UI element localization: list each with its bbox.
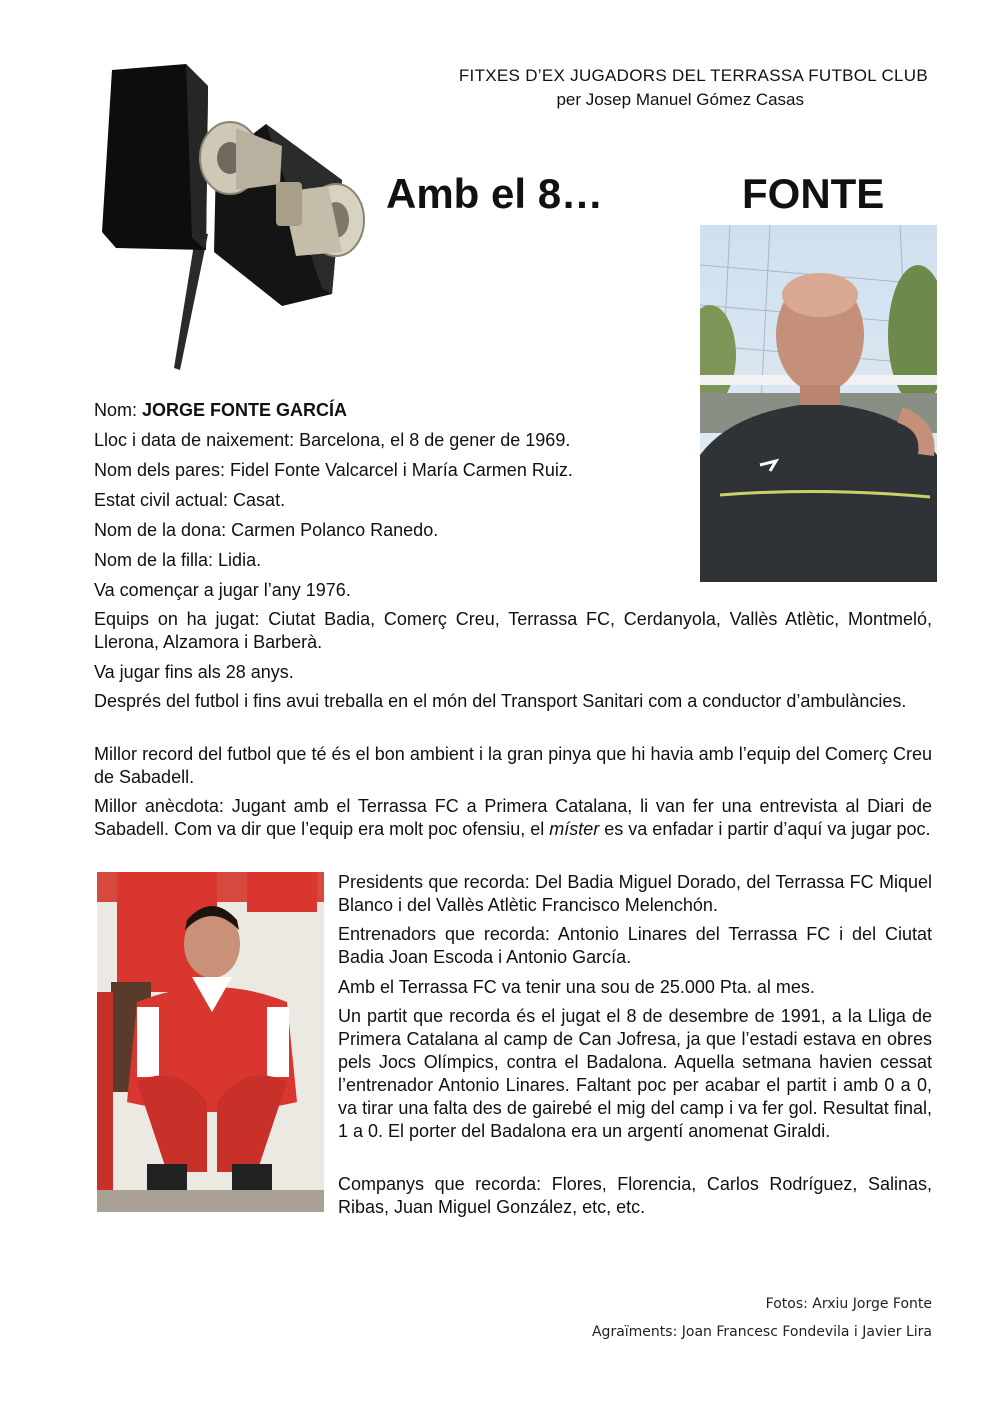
anecdote-italic: míster bbox=[549, 819, 600, 839]
acknowledgements: Agraïments: Joan Francesc Fondevila i Javier Lira bbox=[591, 1324, 932, 1340]
bio-teams: Equips on ha jugat: Ciutat Badia, Comerç Creu, Terrassa FC, Cerdanyola, Vallès Atlètic, Montmeló, Llerona, Alzamora i Barberà. bbox=[94, 609, 932, 652]
headline-name: FONTE bbox=[742, 170, 885, 217]
bio-best-memory: Millor record del futbol que té és el bon ambient i la gran pinya que hi havia amb l’equip del Comerç Creu de Sabadell. bbox=[94, 744, 932, 787]
bio-name bbox=[94, 399, 932, 422]
bio-salary: Amb el Terrassa FC va tenir una sou de 25.000 Pta. al mes. bbox=[338, 977, 815, 997]
bio-coaches: Entrenadors que recorda: Antonio Linares del Terrassa FC i del Ciutat Badia Joan Escoda i Antonio García. bbox=[338, 924, 932, 967]
photo-credit: Fotos: Arxiu Jorge Fonte bbox=[765, 1296, 932, 1312]
bio-start-year: Va començar a jugar l’any 1976. bbox=[94, 580, 351, 600]
anecdote-part-2: es va enfadar i partir d’aquí va jugar poc. bbox=[599, 819, 931, 839]
bio-name-label: Nom: bbox=[94, 400, 143, 420]
bio-daughter: Nom de la filla: Lidia. bbox=[94, 550, 262, 570]
author-line: per Josep Manuel Gómez Casas bbox=[556, 90, 804, 109]
anecdote-part-1: Millor anècdota: Jugant amb el Terrassa FC a Primera Catalana, li van fer una entrevista al Diari de Sabadell. Com va dir que l’equip era molt poc ofensiu, el bbox=[94, 796, 932, 839]
bio-played-until: Va jugar fins als 28 anys. bbox=[94, 662, 294, 682]
bio-teammates: Companys que recorda: Flores, Florencia, Carlos Rodríguez, Salinas, Ribas, Juan Miguel González, etc, etc. bbox=[338, 1174, 932, 1217]
series-title: FITXES D’EX JUGADORS DEL TERRASSA FUTBOL CLUB bbox=[458, 66, 928, 85]
bio-memorable-match: Un partit que recorda és el jugat el 8 de desembre de 1991, a la Lliga de Primera Catalana al camp de Can Jofresa, ja que l’estadi estava en obres pels Jocs Olímpics, contra el Badalona. Aquella setmana havien cessat l’entrenador Antonio Linares. Faltant poc per acabar el partit i amb 0 a 0, va tirar una falta des de gairebé el mig del camp i va fer gol. Resultat final, 1 a 0. El porter del Badalona era un argentí anomenat Giraldi. bbox=[338, 1006, 932, 1141]
bio-wife: Nom de la dona: Carmen Polanco Ranedo. bbox=[94, 520, 439, 540]
bio-anecdote bbox=[94, 795, 932, 841]
bio-after-football: Després del futbol i fins avui treballa en el món del Transport Sanitari com a conductor d’ambulàncies. bbox=[94, 691, 907, 711]
bio-civil-status: Estat civil actual: Casat. bbox=[94, 490, 286, 510]
bio-parents: Nom dels pares: Fidel Fonte Valcarcel i María Carmen Ruiz. bbox=[94, 460, 573, 480]
team-photo bbox=[97, 872, 324, 1212]
bio-name-value: JORGE FONTE GARCÍA bbox=[142, 400, 348, 420]
bio-presidents: Presidents que recorda: Del Badia Miguel Dorado, del Terrassa FC Miquel Blanco i del Vallès Atlètic Francisco Melenchón. bbox=[338, 872, 932, 915]
bio-birth: Lloc i data de naixement: Barcelona, el 8 de gener de 1969. bbox=[94, 430, 571, 450]
headline-number: Amb el 8… bbox=[386, 170, 604, 217]
